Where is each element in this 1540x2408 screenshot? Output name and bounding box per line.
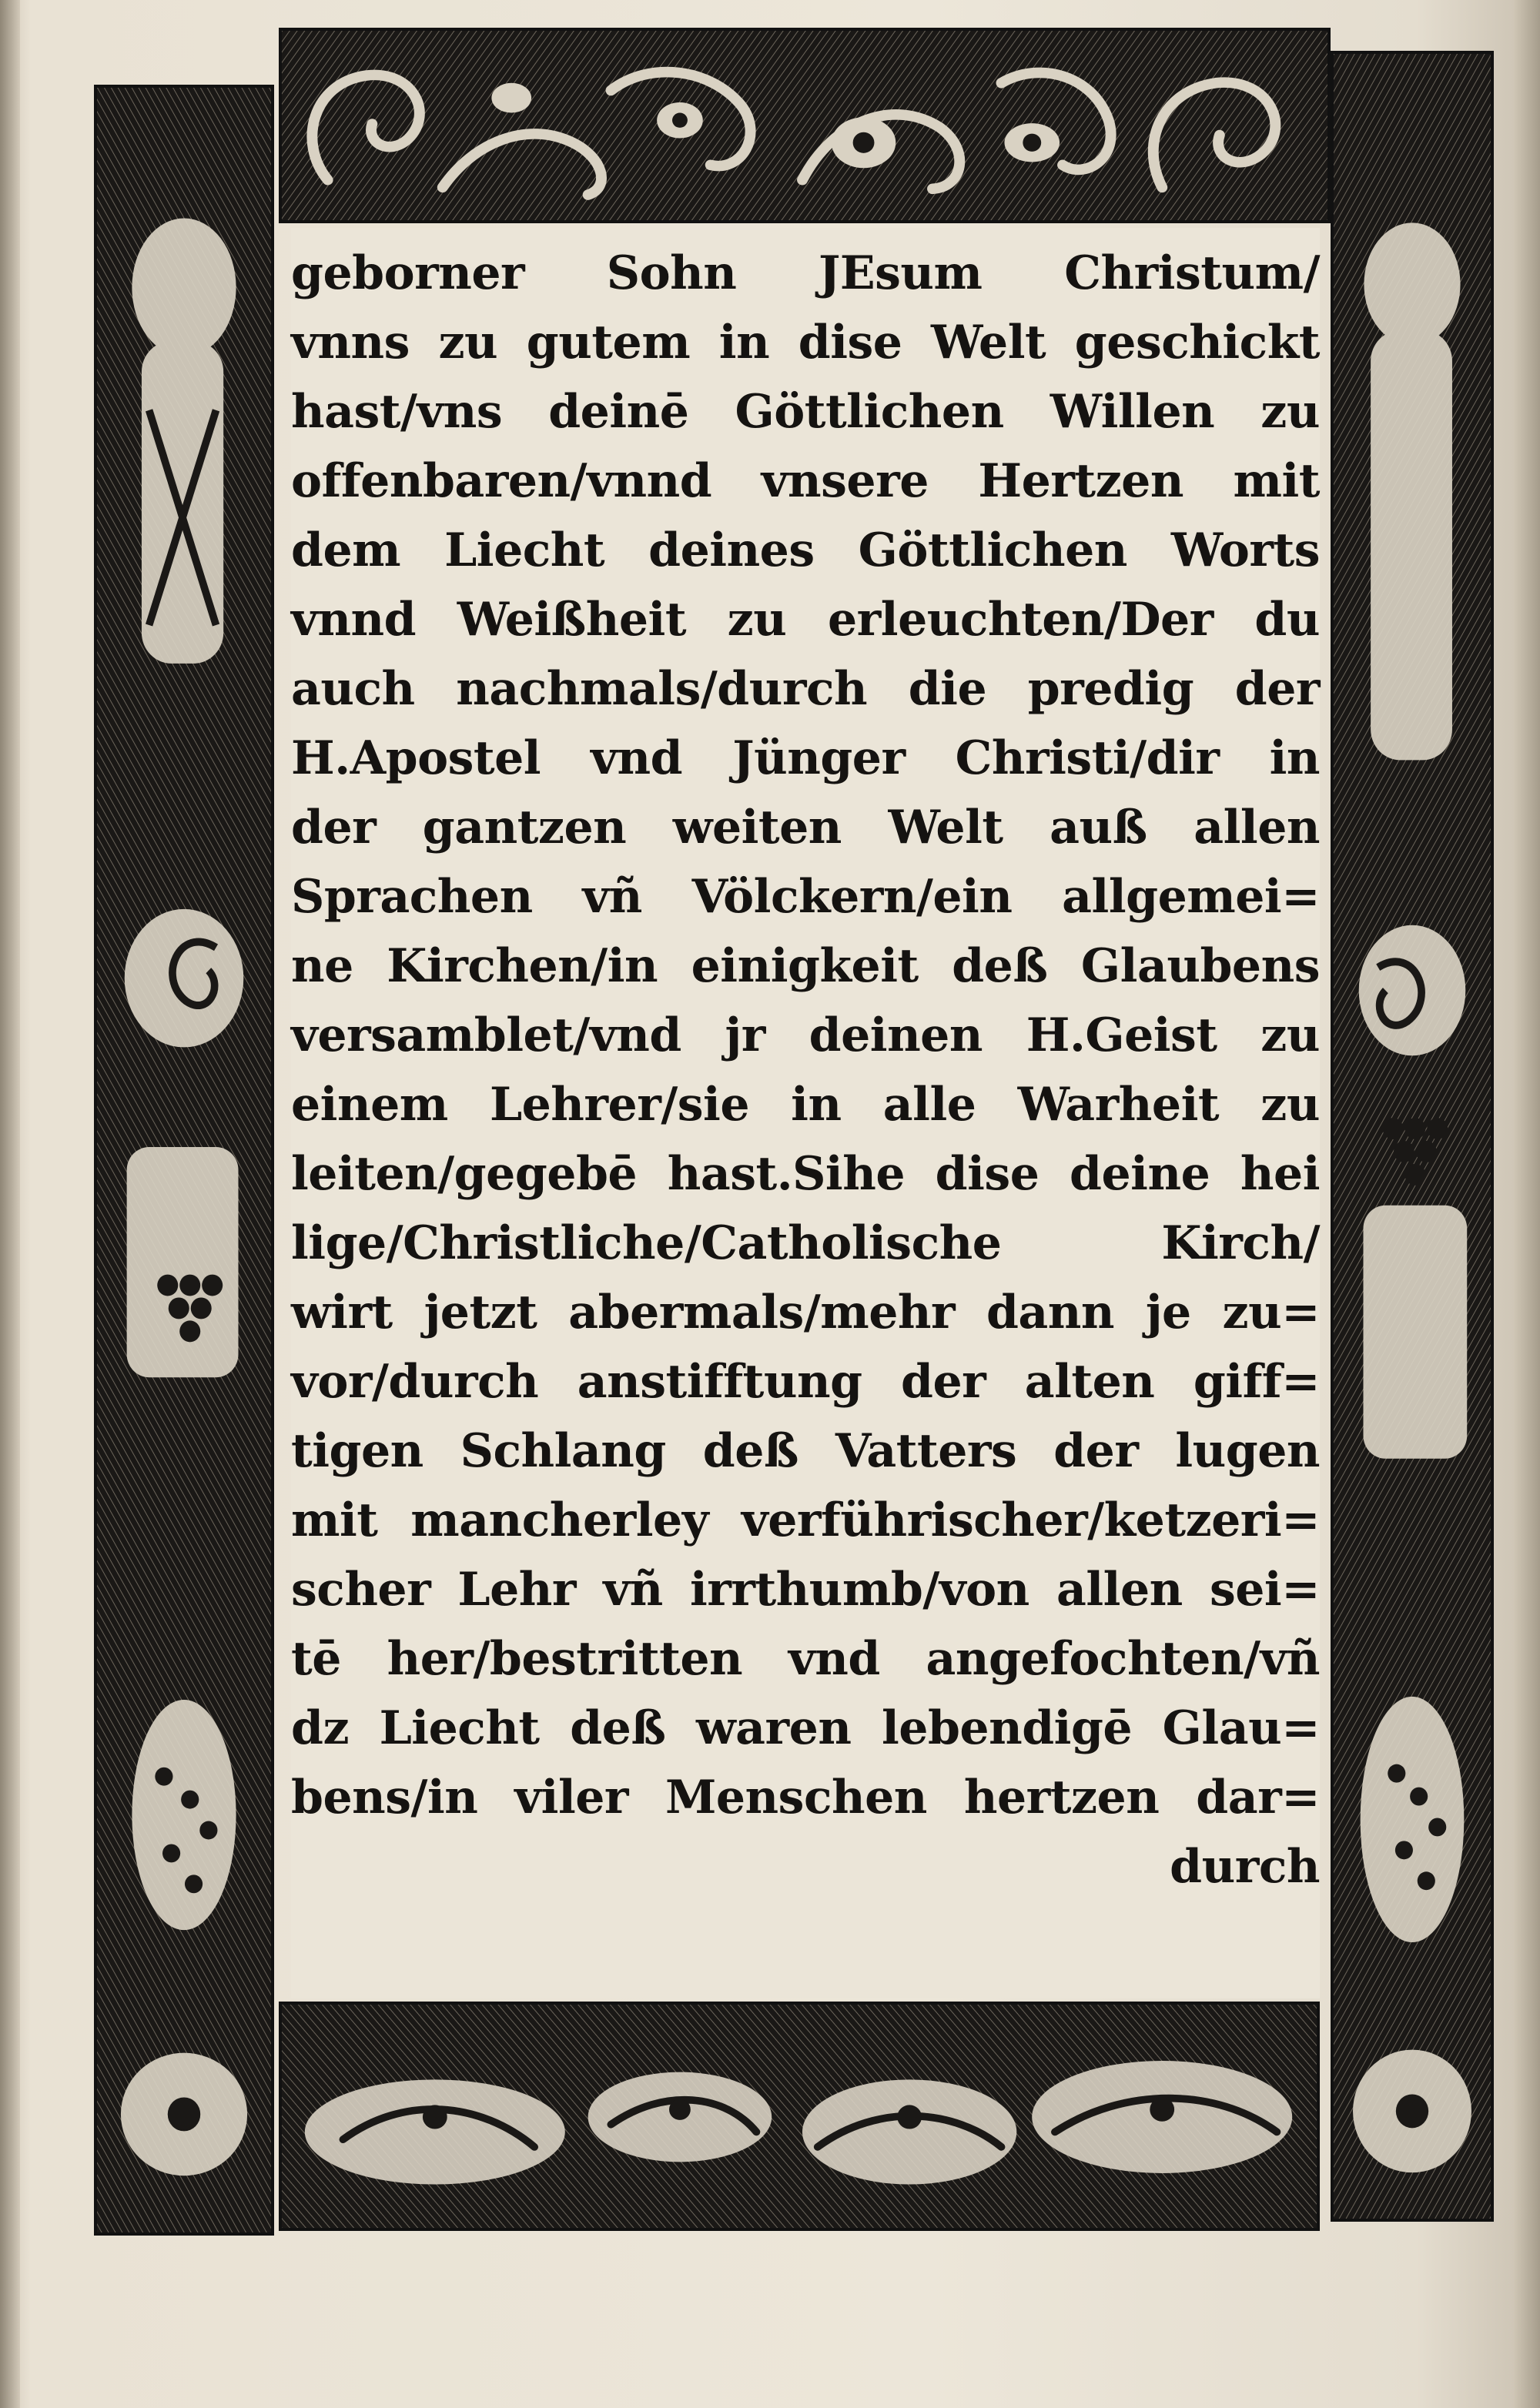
text-line: scher Lehr vñ irrthumb/von allen sei= — [291, 1563, 1320, 1617]
text-line: ne Kirchen/in einigkeit deß Glaubens — [291, 939, 1320, 993]
top-woodcut-border — [279, 28, 1331, 223]
text-line: versamblet/vnd jr deinen H.Geist zu — [291, 1008, 1320, 1062]
left-woodcut-border — [94, 85, 274, 2236]
text-line: hast/vns deinē Göttlichen Willen zu — [291, 385, 1320, 439]
woodcut-figures-grapes-icon — [1334, 54, 1491, 2219]
text-line: bens/in viler Menschen hertzen dar= — [291, 1771, 1320, 1824]
text-line: dem Liecht deines Göttlichen Worts — [291, 523, 1320, 577]
text-line: lige/Christliche/Catholische Kirch/ — [291, 1216, 1320, 1270]
text-line: geborner Sohn JEsum Christum/ — [291, 246, 1320, 300]
woodcut-reclining-figures-icon — [282, 2005, 1317, 2228]
body-text — [291, 239, 1320, 1901]
text-line: tē her/bestritten vnd angefochten/vñ — [291, 1632, 1320, 1686]
text-line: Sprachen vñ Völckern/ein allgemei= — [291, 870, 1320, 924]
text-line: vnnd Weißheit zu erleuchten/Der du — [291, 593, 1320, 647]
text-line: vnns zu gutem in dise Welt geschickt — [291, 316, 1320, 370]
text-line: offenbaren/vnnd vnsere Hertzen mit — [291, 454, 1320, 508]
text-area — [291, 228, 1320, 1998]
right-woodcut-border — [1331, 51, 1494, 2222]
text-line: tigen Schlang deß Vatters der lugen — [291, 1424, 1320, 1478]
woodcut-figures-birds-icon — [97, 88, 271, 2232]
page-edge — [1514, 0, 1540, 2408]
woodcut-scrollwork-icon — [282, 31, 1327, 220]
text-line: durch — [1170, 1840, 1320, 1894]
text-line: der gantzen weiten Welt auß allen — [291, 801, 1320, 855]
text-line: leiten/gegebē hast.Sihe dise deine hei — [291, 1147, 1320, 1201]
text-line: wirt jetzt abermals/mehr dann je zu= — [291, 1286, 1320, 1339]
text-line: dz Liecht deß waren lebendigē Glau= — [291, 1701, 1320, 1755]
text-line: einem Lehrer/sie in alle Warheit zu — [291, 1078, 1320, 1132]
gutter-shadow — [0, 0, 20, 2408]
text-line: vor/durch anstifftung der alten giff= — [291, 1355, 1320, 1409]
text-line: H.Apostel vnd Jünger Christi/dir in — [291, 731, 1320, 785]
text-line: auch nachmals/durch die predig der — [291, 662, 1320, 716]
text-line: mit mancherley verführischer/ketzeri= — [291, 1493, 1320, 1547]
bottom-woodcut-border — [279, 2002, 1320, 2231]
